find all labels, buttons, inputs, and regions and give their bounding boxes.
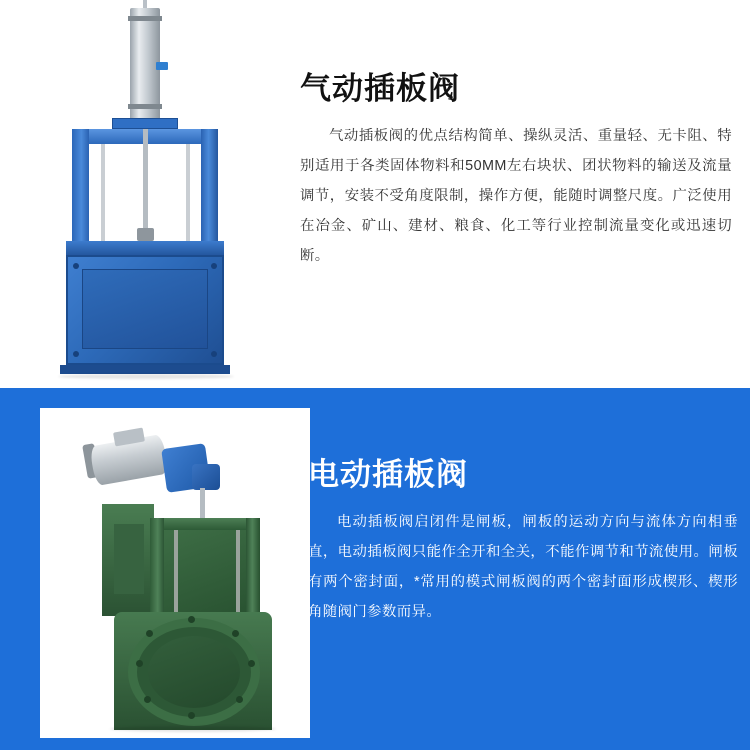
flange-bolt-icon bbox=[236, 696, 243, 703]
yoke-left-column-icon bbox=[72, 129, 89, 243]
flange-bolt-icon bbox=[188, 712, 195, 719]
yoke-left-column-icon bbox=[150, 518, 164, 626]
flange-bolt-icon bbox=[73, 351, 79, 357]
flange-bolt-icon bbox=[73, 263, 79, 269]
electric-valve-photo bbox=[40, 408, 310, 738]
guide-rod-left-icon bbox=[101, 144, 105, 243]
yoke-right-column-icon bbox=[201, 129, 218, 243]
pneumatic-paragraph: 气动插板阀的优点结构简单、操纵灵活、重量轻、无卡阻、特别适用于各类固体物料和50MM左右块状、团状物料的输送及流量调节，安装不受角度限制，操作方便，能随时调整尺度。广泛使用在冶金、矿山、建材、粮食、化工等行业控制流量变化或迅速切断。 bbox=[300, 128, 732, 264]
yoke-top-beam-icon bbox=[150, 518, 260, 530]
valve-stem-icon bbox=[143, 129, 148, 239]
body-top-flange-icon bbox=[66, 241, 224, 255]
air-port-icon bbox=[156, 62, 168, 70]
valve-bore-icon bbox=[148, 636, 240, 708]
photo-shadow bbox=[110, 726, 276, 732]
stem-nut-icon bbox=[137, 228, 154, 241]
electric-valve-illustration bbox=[40, 408, 310, 738]
electric-text-block bbox=[308, 458, 738, 628]
side-bracket-rib-icon bbox=[114, 524, 144, 594]
pneumatic-valve-illustration bbox=[0, 0, 290, 388]
valve-base-icon bbox=[60, 365, 230, 374]
valve-body-icon bbox=[66, 255, 224, 365]
flange-bolt-icon bbox=[248, 660, 255, 667]
guide-rod-right-icon bbox=[186, 144, 190, 243]
cylinder-band-top-icon bbox=[128, 16, 162, 21]
flange-bolt-icon bbox=[211, 263, 217, 269]
valve-body-port-icon bbox=[82, 269, 208, 349]
flange-bolt-icon bbox=[232, 630, 239, 637]
flange-bolt-icon bbox=[136, 660, 143, 667]
pneumatic-valve-photo bbox=[0, 0, 290, 388]
cylinder-band-bottom-icon bbox=[128, 104, 162, 109]
flange-bolt-icon bbox=[144, 696, 151, 703]
yoke-right-column-icon bbox=[246, 518, 260, 626]
pneumatic-text-block bbox=[300, 72, 732, 272]
photo-shadow bbox=[58, 374, 234, 379]
flange-bolt-icon bbox=[146, 630, 153, 637]
gearbox-housing-icon bbox=[192, 464, 220, 490]
flange-bolt-icon bbox=[211, 351, 217, 357]
electric-paragraph: 电动插板阀启闭件是闸板，闸板的运动方向与流体方向相垂直，电动插板阀只能作全开和全关，不能作调节和节流使用。闸板有两个密封面，*常用的模式闸板阀的两个密封面形成楔形、楔形角随阀门参数而异。 bbox=[308, 514, 738, 620]
electric-title: 电动插板阀 bbox=[308, 457, 468, 492]
cylinder-mount-plate-icon bbox=[112, 118, 178, 129]
flange-bolt-icon bbox=[188, 616, 195, 623]
section-electric-valve bbox=[0, 388, 750, 750]
electric-section-inner bbox=[18, 406, 738, 750]
pneumatic-title: 气动插板阀 bbox=[300, 71, 460, 106]
